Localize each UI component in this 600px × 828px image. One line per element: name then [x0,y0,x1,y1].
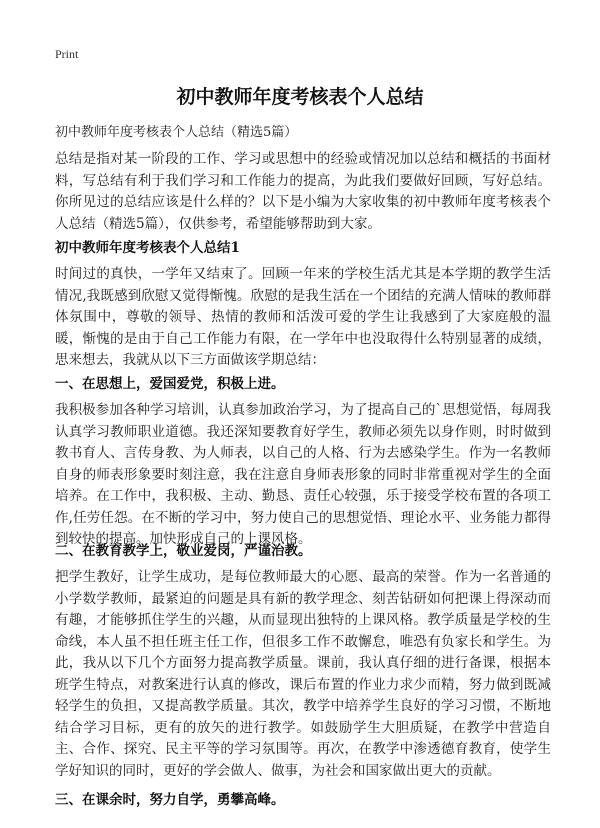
point-1-paragraph: 我积极参加各种学习培训，认真参加政治学习，为了提高自己的`思想觉悟，每周我认真学习教师职业道德。我还深知要教育好学生，教师必须先以身作则，时时做到教书育人、言传身教、为人师表，以自己的人格、行为去感染学生。作为一名教师自身的师表形象要时刻注意，我在注意自身师表形象的同时非常重视对学生的全面培养。在工作中，我积极、主动、勤恳、责任心较强，乐于接受学校布置的各项工作,任劳任怨。在不断的学习中，努力使自己的思想觉悟、理论水平、业务能力都得到较快的提高。加快形成自己的上课风格。 [55,402,551,547]
point-3-heading: 三、在课余时，努力自学，勇攀高峰。 [55,792,285,808]
point-1-heading: 一、在思想上，爱国爱党，积极上进。 [55,376,285,392]
point-2-paragraph: 把学生教好，让学生成功，是每位教师最大的心愿、最高的荣誉。作为一名普通的小学数学教师，最紧迫的问题是具有新的教学理念、刻苦钻研如何把课上得深动而有趣，才能够抓住学生的兴趣，从而显现出独特的上课风格。教学质量是学校的生命线，本人虽不担任班主任工作，但很多工作不敢懈怠，唯恐有负家长和学生。为此，我从以下几个方面努力提高教学质量。课前，我认真仔细的进行备课，根据本班学生特点，对教案进行认真的修改，课后布置的作业力求少而精，努力做到既减轻学生的负担，又提高教学质量。其次，教学中培养学生良好的学习习惯，不断地结合学习目标，更有的放矢的进行教学。如鼓励学生大胆质疑，在教学中营造自主、合作、探究、民主平等的学习氛围等。再次，在教学中渗透德育教育，使学生学好知识的同时，更好的学会做人、做事，为社会和国家做出更大的贡献。 [55,569,551,779]
point-2-heading: 二、在教育教学上，敬业爱岗，严谨治教。 [55,543,312,559]
page-title: 初中教师年度考核表个人总结 [176,86,424,108]
print-link[interactable]: Print [55,47,79,61]
section-1-heading: 初中教师年度考核表个人总结1 [55,240,240,256]
page-subtitle: 初中教师年度考核表个人总结（精选5篇） [55,125,298,140]
intro-paragraph: 总结是指对某一阶段的工作、学习或思想中的经验或情况加以总结和概括的书面材料，写总结有利于我们学习和工作能力的提高，为此我们要做好回顾，写好总结。你所见过的总结应该是什么样的？以下是小编为大家收集的初中教师年度考核表个人总结（精选5篇），仅供参考，希望能够帮助到大家。 [55,151,551,232]
section-1-intro-paragraph: 时间过的真快，一学年又结束了。回顾一年来的学校生活尤其是本学期的教学生活情况,我既感到欣慰又觉得惭愧。欣慰的是我生活在一个团结的充满人情味的教师群体氛围中，尊敬的领导、热情的教师和活泼可爱的学生让我感到了大家庭般的温暖，惭愧的是由于自己工作能力有限，在一学年中也没取得什么特别显著的成绩，思来想去，我就从以下三方面做该学期总结： [55,266,551,368]
